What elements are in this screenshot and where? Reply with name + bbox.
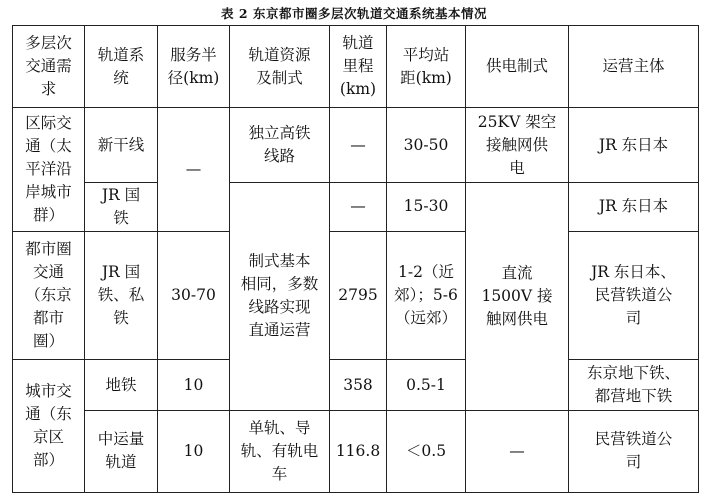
table-row <box>13 231 699 360</box>
cell-system-subway: 地铁 <box>85 360 158 410</box>
cell-radius-regional: — <box>158 108 230 232</box>
cell-mileage-metro: 2795 <box>330 231 387 360</box>
cell-mileage-medium: 116.8 <box>330 410 387 492</box>
cell-radius-medium: 10 <box>158 410 230 492</box>
cell-mileage-jr: — <box>330 182 387 231</box>
header-spacing: 平均站 距(km) <box>387 26 466 108</box>
cell-radius-subway: 10 <box>158 360 230 410</box>
header-system: 轨道系 统 <box>85 26 158 108</box>
rail-transit-table <box>12 25 699 493</box>
table-caption: 表 2 东京都市圈多层次轨道交通系统基本情况 <box>221 6 487 21</box>
cell-radius-metro: 30-70 <box>158 231 230 360</box>
table-row <box>13 182 699 231</box>
cell-power-medium: — <box>466 410 569 492</box>
header-operator: 运营主体 <box>569 26 699 108</box>
cell-level-regional: 区际交 通（太 平洋沿 岸城市 群） <box>13 108 85 232</box>
cell-resource-shared: 制式基本 相同，多数 线路实现 直通运营 <box>230 182 330 410</box>
cell-spacing-medium: ＜0.5 <box>387 410 466 492</box>
cell-system-medium: 中运量 轨道 <box>85 410 158 492</box>
table-row <box>13 360 699 410</box>
header-power: 供电制式 <box>466 26 569 108</box>
cell-system-shinkansen: 新干线 <box>85 108 158 182</box>
cell-operator-jr: JR 东日本 <box>569 182 699 231</box>
cell-system-jr: JR 国 铁 <box>85 182 158 231</box>
cell-operator-metro: JR 东日本、 民营铁道公 司 <box>569 231 699 360</box>
table-row <box>13 410 699 492</box>
cell-system-jr-private: JR 国 铁、私 铁 <box>85 231 158 360</box>
cell-mileage-subway: 358 <box>330 360 387 410</box>
table-row <box>13 108 699 182</box>
cell-resource-medium: 单轨、导 轨、有轨电 车 <box>230 410 330 492</box>
cell-operator-medium: 民营铁道公 司 <box>569 410 699 492</box>
cell-spacing-metro: 1-2（近 郊）；5-6 （远郊） <box>387 231 466 360</box>
cell-power-dc: 直流 1500V 接 触网供电 <box>466 182 569 410</box>
cell-operator-subway: 东京地下铁、 都营地下铁 <box>569 360 699 410</box>
cell-spacing-shinkansen: 30-50 <box>387 108 466 182</box>
cell-level-metro: 都市圈 交通 （东京 都市 圈） <box>13 231 85 360</box>
cell-spacing-jr: 15-30 <box>387 182 466 231</box>
header-resource: 轨道资源 及制式 <box>230 26 330 108</box>
cell-mileage-shinkansen: — <box>330 108 387 182</box>
header-row <box>13 26 699 108</box>
cell-resource-independent: 独立高铁 线路 <box>230 108 330 182</box>
cell-level-city: 城市交 通（东 京区 部） <box>13 360 85 493</box>
header-mileage: 轨道 里程 (km) <box>330 26 387 108</box>
cell-operator-shinkansen: JR 东日本 <box>569 108 699 182</box>
cell-spacing-subway: 0.5-1 <box>387 360 466 410</box>
header-level: 多层次 交通需 求 <box>13 26 85 108</box>
header-radius: 服务半 径(km) <box>158 26 230 108</box>
cell-power-shinkansen: 25KV 架空 接触网供 电 <box>466 108 569 182</box>
